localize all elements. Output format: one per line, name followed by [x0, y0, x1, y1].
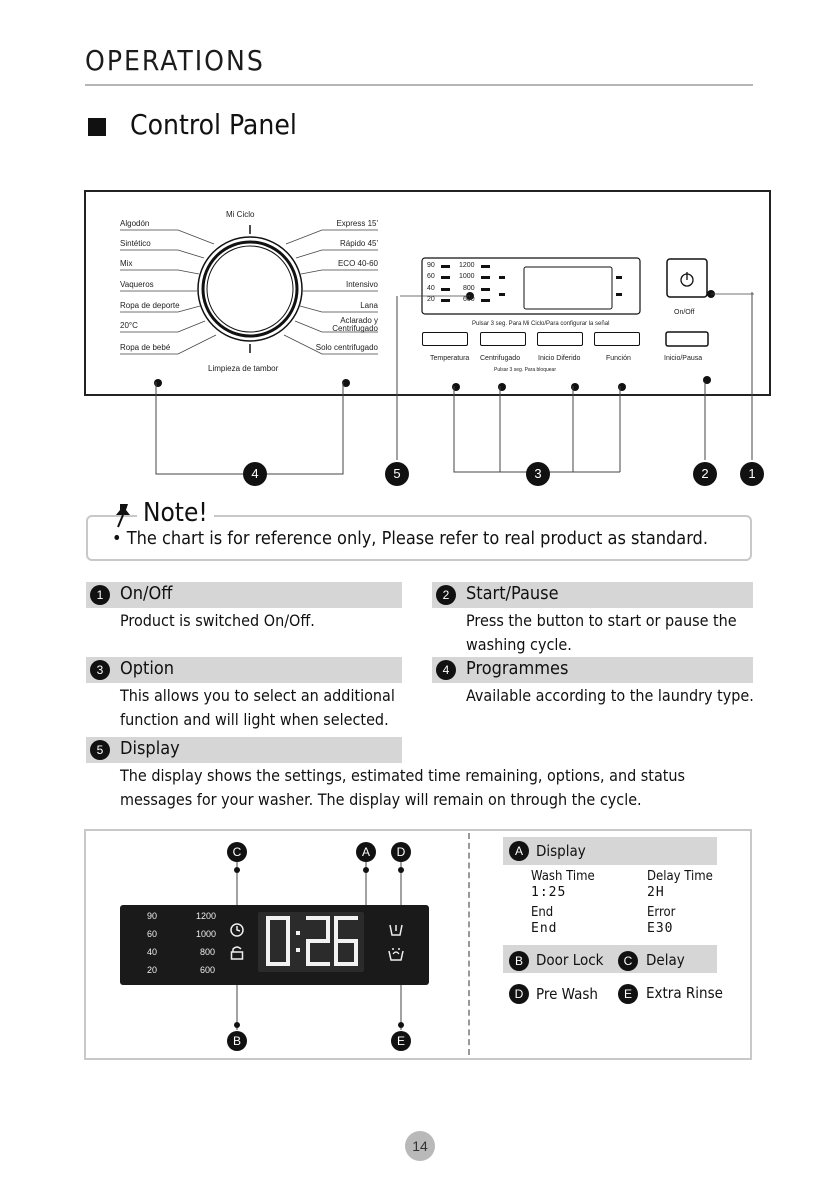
dial-right-3: Intensivo: [345, 280, 378, 289]
legend-letter-c: C: [618, 951, 638, 971]
panel-hint: Pulsar 3 seg. Para Mi Ciclo/Para configurar la señal: [472, 321, 610, 327]
dial-left-3: Vaqueros: [120, 280, 154, 289]
feature-heading-option: [86, 657, 402, 683]
pushpin-icon: [112, 502, 134, 528]
door-lock-icon: [230, 945, 244, 961]
function-button-label: Función: [606, 355, 631, 362]
feature-number: 5: [90, 740, 110, 760]
disp-spin-1: 1000: [196, 929, 217, 939]
feature-desc-option: This allows you to select an additional function and will light when selected.: [120, 686, 395, 729]
feature-number: 2: [436, 585, 456, 605]
feature-heading-programmes: [432, 657, 753, 683]
feature-desc-onoff: Product is switched On/Off.: [120, 611, 315, 630]
feature-desc-start-pause: Press the button to start or pause the washing cycle.: [466, 611, 737, 654]
feature-number: 1: [90, 585, 110, 605]
feature-heading-start-pause: [432, 582, 753, 608]
dial-left-2: Mix: [120, 259, 133, 268]
extra-rinse-icon: [387, 947, 405, 961]
dial-left-5: 20°C: [120, 321, 138, 330]
error-label: Error: [647, 905, 676, 920]
seven-segment-digits: [258, 912, 364, 972]
feature-heading-onoff: [86, 582, 402, 608]
panel-spin-2: 800: [463, 285, 475, 292]
legend-display-title: Display: [536, 842, 586, 860]
panel-spin-0: 1200: [459, 262, 475, 269]
page-number: 14: [405, 1131, 435, 1161]
section-title: Control Panel: [130, 108, 297, 141]
legend-extra-rinse-title: Extra Rinse: [646, 984, 723, 1002]
dial-right-1: Rápido 45': [340, 239, 378, 248]
spin-button-label: Centrifugado: [480, 355, 521, 362]
disp-spin-2: 800: [200, 947, 216, 957]
dial-right-2: ECO 40-60: [337, 259, 378, 268]
marker-e: E: [391, 1031, 411, 1051]
onoff-button-label: On/Off: [674, 309, 695, 316]
disp-temp-1: 60: [147, 929, 158, 939]
delay-clock-icon: [229, 922, 245, 938]
prewash-icon: [388, 923, 404, 937]
dial-right-7: Solo centrifugado: [315, 343, 378, 352]
note-title: Note!: [137, 498, 214, 528]
legend-door-lock-title: Door Lock: [536, 951, 604, 969]
feature-number: 3: [90, 660, 110, 680]
callout-display: 5: [385, 462, 409, 486]
error-value: E30: [647, 921, 674, 936]
feature-desc-display: The display shows the settings, estimated time remaining, options, and status messages for your washer. The display will remain on through the cycle.: [120, 766, 686, 809]
end-label: End: [531, 905, 554, 920]
panel-spin-3: 600: [463, 296, 475, 303]
panel-spin-1: 1000: [459, 273, 475, 280]
delay-time-label: Delay Time: [647, 869, 713, 884]
callout-option: 3: [526, 462, 550, 486]
callout-leader-lines: [0, 0, 839, 520]
disp-temp-2: 40: [147, 947, 158, 957]
legend-letter-d: D: [509, 984, 529, 1004]
dial-left-0: Algodón: [120, 219, 150, 228]
feature-title: Option: [120, 658, 175, 679]
dial-left-1: Sintético: [120, 239, 151, 248]
disp-spin-3: 600: [200, 965, 216, 975]
page-header-title: OPERATIONS: [85, 44, 265, 77]
callout-start-pause: 2: [693, 462, 717, 486]
panel-temp-2: 40: [427, 285, 435, 292]
dial-right-6: Centrifugado: [332, 324, 378, 333]
wash-time-value: 1:25: [531, 885, 567, 900]
disp-temp-0: 90: [147, 911, 158, 921]
feature-title: On/Off: [120, 583, 173, 604]
panel-temp-3: 20: [427, 296, 435, 303]
legend-delay-title: Delay: [646, 951, 685, 969]
dial-right-0: Express 15': [336, 219, 378, 228]
legend-letter-a: A: [509, 841, 529, 861]
note-body: The chart is for reference only, Please refer to real product as standard.: [126, 528, 708, 549]
callout-onoff: 1: [740, 462, 764, 486]
dial-left-6: Ropa de bebé: [120, 343, 171, 352]
seven-segment-time: [258, 912, 364, 972]
dial-bottom-label: Limpieza de tambor: [208, 364, 279, 373]
lock-hint: Pulsar 3 seg. Para bloquear: [494, 367, 556, 373]
dial-right-4: Lana: [360, 301, 378, 310]
legend-letter-e: E: [618, 984, 638, 1004]
legend-letter-b: B: [509, 951, 529, 971]
dial-top-label: Mi Ciclo: [226, 210, 255, 219]
panel-temp-1: 60: [427, 273, 435, 280]
feature-heading-display: [86, 737, 402, 763]
legend-prewash-title: Pre Wash: [536, 985, 598, 1003]
temperature-button-label: Temperatura: [430, 355, 470, 362]
marker-d: D: [391, 842, 411, 862]
feature-title: Start/Pause: [466, 583, 559, 604]
disp-spin-0: 1200: [196, 911, 217, 921]
end-value: End: [531, 921, 558, 936]
start-pause-button-label: Inicio/Pausa: [664, 355, 703, 362]
feature-number: 4: [436, 660, 456, 680]
callout-programmes: 4: [243, 462, 267, 486]
note-text: • The chart is for reference only, Please refer to real product as standard.: [112, 528, 708, 549]
dial-left-4: Ropa de deporte: [120, 301, 180, 310]
wash-time-label: Wash Time: [531, 869, 595, 884]
feature-title: Programmes: [466, 658, 569, 679]
dial-right-5: Aclarado y: [340, 316, 378, 325]
feature-title: Display: [120, 738, 180, 759]
feature-desc-programmes: Available according to the laundry type.: [466, 686, 754, 705]
delay-time-value: 2H: [647, 885, 665, 900]
marker-a: A: [356, 842, 376, 862]
marker-c: C: [227, 842, 247, 862]
delay-start-button-label: Inicio Diferido: [538, 355, 581, 362]
display-panel: [120, 905, 429, 985]
panel-temp-0: 90: [427, 262, 435, 269]
disp-temp-3: 20: [147, 965, 158, 975]
marker-b: B: [227, 1031, 247, 1051]
